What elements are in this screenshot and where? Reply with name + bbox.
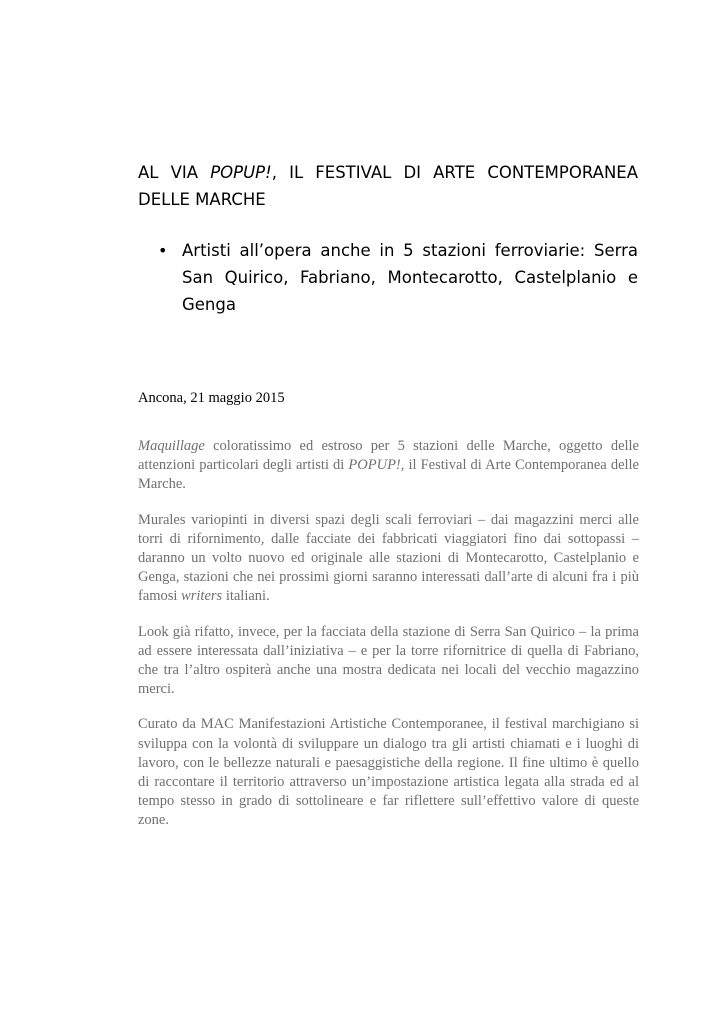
paragraph-2-text-a: Murales variopinti in diversi spazi degli scali ferroviari – dai magazzini merci alle torri di rifornimento, dalle facciate dei fabbricati viaggiatori fino dai sottopassi – daranno un volto nuovo ed originale alle stazioni di Montecarotto, Castelplanio e Genga, stazioni che nei prossimi giorni saranno interessati dall’arte di alcuni fra i più famosi (138, 511, 639, 605)
title-festival-name: POPUP! (210, 163, 272, 182)
paragraph-3: Look già rifatto, invece, per la facciata della stazione di Serra San Quirico – la prima ad essere interessata dall’iniziativa – e per la torre rifornitrice di quella di Fabriano, che tra l’altro ospiterà anche una mostra dedicata nei locali del vecchio magazzino merci. (138, 623, 639, 698)
article-body (138, 437, 639, 847)
document-title (138, 159, 638, 213)
paragraph-2 (138, 511, 639, 607)
subtitle-bullet-item (138, 237, 638, 318)
paragraph-1-emph-popup: POPUP! (348, 457, 401, 474)
paragraph-1-emph-maquillage: Maquillage (138, 438, 205, 454)
paragraph-4: Curato da MAC Manifestazioni Artistiche Contemporanee, il festival marchigiano si sviluppa con la volontà di sviluppare un dialogo tra gli artisti chiamati e i luoghi di lavoro, con le bellezze naturali e paesaggistiche della regione. Il fine ultimo è quello di raccontare il territorio attraverso un’impostazione artistica legata alla strada ed al tempo stesso in grado di sottolineare e far riflettere sull’effettivo valore di queste zone. (138, 716, 639, 829)
title-suffix: , IL FESTIVAL DI ARTE CONTEMPORANEA DELLE MARCHE (138, 163, 638, 209)
bullet-icon: • (158, 241, 168, 260)
paragraph-1 (138, 437, 639, 495)
dateline: Ancona, 21 maggio 2015 (138, 390, 285, 406)
paragraph-1-text-b: , il Festival di Arte Contemporanea delle Marche. (138, 457, 639, 493)
subtitle-bullet-text: Artisti all’opera anche in 5 stazioni ferroviarie: Serra San Quirico, Fabriano, Montecarotto, Castelplanio e Genga (182, 241, 638, 314)
paragraph-2-text-b: italiani. (222, 588, 270, 605)
subtitle-bullet-list (138, 237, 638, 318)
paragraph-1-text-a: coloratissimo ed estroso per 5 stazioni delle Marche, oggetto delle attenzioni particolari degli artisti di (138, 438, 639, 474)
title-prefix: AL VIA (138, 163, 211, 182)
paragraph-2-emph-writers: writers (181, 588, 223, 605)
